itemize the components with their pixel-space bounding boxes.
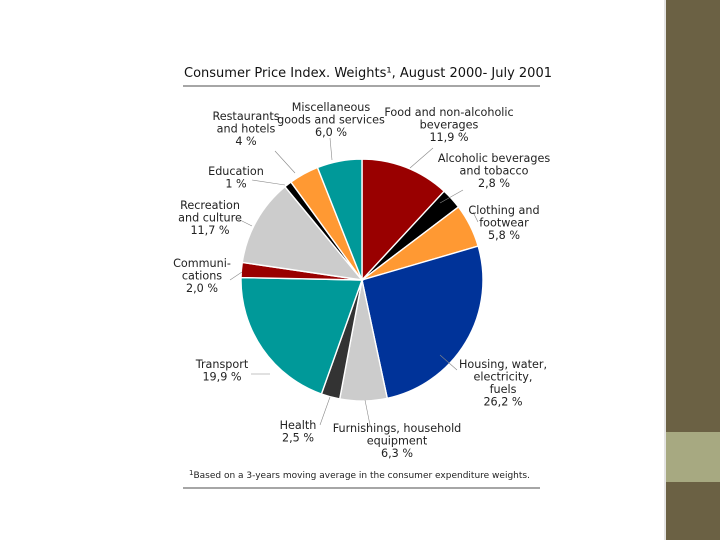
slice-label	[195, 358, 249, 384]
slice-label-line: 6,3 %	[381, 447, 413, 460]
slice-label-line: Health	[279, 419, 317, 432]
slice-label-line: electricity,	[473, 370, 533, 384]
slice-label-line: Transport	[195, 358, 249, 371]
slice-label	[208, 165, 264, 191]
footnote	[189, 469, 530, 481]
footnote-mark: 1	[189, 469, 194, 477]
slice-label-line: Food and non-alcoholic	[384, 106, 514, 119]
footnote-text: Based on a 3-years moving average in the consumer expenditure weights.	[193, 471, 530, 481]
slice-label-line: 2,8 %	[478, 177, 510, 190]
slice-label	[212, 110, 279, 148]
leader-line	[320, 397, 330, 425]
slice-label-line: Alcoholic beverages	[437, 152, 551, 165]
slice-label	[459, 358, 547, 409]
leader-line	[410, 148, 433, 168]
slice-label-line: goods and services	[277, 113, 385, 127]
slice-label-line: and culture	[178, 211, 242, 225]
slice-label-line: 1 %	[225, 177, 247, 191]
slice-label	[178, 199, 242, 237]
slice-label-line: 2,5 %	[282, 431, 314, 445]
slice-label-line: Miscellaneous	[291, 101, 371, 114]
slice-label	[384, 106, 513, 144]
slice-label-line: 2,0 %	[186, 282, 218, 295]
slice-label	[173, 257, 231, 295]
slice-label-line: 19,9 %	[202, 370, 242, 384]
leader-line	[230, 272, 242, 280]
slice-label-line: cations	[181, 269, 223, 283]
slice-label-line: and hotels	[216, 122, 276, 136]
slice-label-line: Housing, water,	[458, 358, 548, 371]
slice-label-line: 5,8 %	[488, 229, 520, 242]
slice-label	[438, 152, 551, 190]
slice-label-line: 11,9 %	[429, 131, 469, 144]
slice-label-line: 6,0 %	[315, 126, 347, 139]
slice-label	[468, 204, 539, 242]
slice-label-line: 4 %	[235, 135, 257, 148]
slice-label-line: Communi-	[173, 257, 231, 270]
slice-label-line: and tobacco	[459, 164, 529, 178]
slice-label-line: Recreation	[180, 199, 240, 212]
slice-label-line: 11,7 %	[190, 224, 230, 237]
slice-label	[333, 422, 462, 460]
chart-title: Consumer Price Index. Weights¹, August 2000- July 2001	[184, 66, 552, 81]
slice-label-line: 26,2 %	[483, 395, 523, 409]
pie-slices	[241, 159, 483, 401]
slice-label	[280, 419, 317, 445]
slice-label-line: equipment	[366, 434, 428, 448]
slice-label-line: Restaurants	[212, 110, 280, 123]
slice-label	[277, 101, 385, 139]
slice-label-line: Education	[208, 165, 264, 178]
slice-label-line: beverages	[419, 118, 479, 132]
slice-label-line: footwear	[479, 216, 529, 230]
leader-line	[275, 151, 295, 173]
leader-line	[252, 180, 285, 185]
leader-line	[330, 138, 332, 160]
slice-label-line: fuels	[489, 383, 517, 396]
slice-label-line: Furnishings, household	[332, 422, 462, 435]
slice-label-line: Clothing and	[468, 204, 540, 217]
